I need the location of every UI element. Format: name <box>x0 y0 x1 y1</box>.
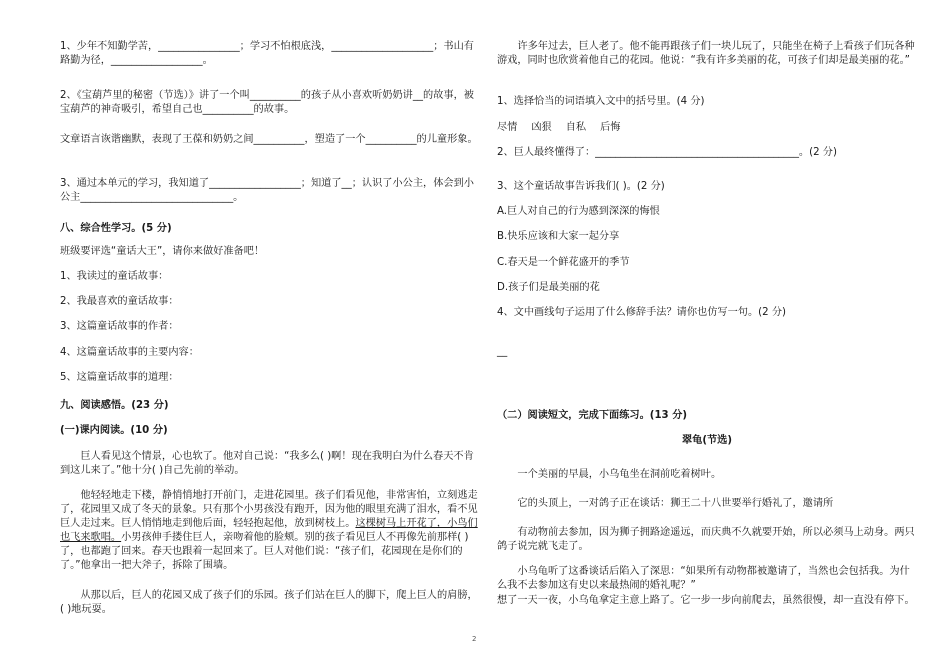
reading-question-3: 3、这个童话故事告诉我们( )。(2 分) <box>497 181 665 192</box>
reading-paragraph-4: 许多年过去，巨人老了。他不能再跟孩子们一块儿玩了，只能坐在椅子上看孩子们玩各种游戏，同时也欣赏着他自己的花园。他说：“我有许多美丽的花，可孩子们却是最美丽的花。” <box>497 41 915 66</box>
story-paragraph-4: 小乌龟听了这番谈话后陷入了深思：“如果所有动物都被邀请了，当然也会包括我。为什么我不去参加这有史以来最热闹的婚礼呢？” <box>497 566 910 591</box>
subsection-1-title: (一)课内阅读。(10 分) <box>60 425 168 436</box>
section-8-item-5: 5、这篇童话故事的道理： <box>60 372 179 383</box>
section-8-item-3: 3、这篇童话故事的作者： <box>60 321 179 332</box>
story-title: 翠龟(节选) <box>681 435 733 446</box>
page-number: 2 <box>472 635 477 643</box>
paragraph-2-text-b: 小男孩伸手搂住巨人，亲吻着他的脸颊。别的孩子看见巨人不再像先前那样( )了，也都跑了回来。春天也跟着一起回来了。巨人对他们说：“孩子们，花园现在是你们的了。”他拿出一把大斧子，拆除了围墙。 <box>60 532 469 571</box>
story-paragraph-1: 一个美丽的早晨，小乌龟坐在洞前吃着树叶。 <box>517 469 722 480</box>
reading-paragraph-1: 巨人看见这个情景，心也软了。他对自己说：“我多么( )啊！现在我明白为什么春天不肯到这儿来了。”他十分( )自己先前的举动。 <box>60 451 474 476</box>
word-option: 凶狠 <box>531 122 552 133</box>
subsection-2-title: （二）阅读短文，完成下面练习。(13 分) <box>497 410 688 421</box>
story-paragraph-3: 有动物前去参加，因为狮子拥路途遥远，而庆典不久就要开始，所以必须马上动身。两只鸽子说完就飞走了。 <box>497 527 915 552</box>
word-options <box>497 121 917 135</box>
word-option: 自私 <box>565 122 587 133</box>
underlined-sentence: 这棵树马上开花了，小鸟们也飞来歌唱。 <box>60 518 478 543</box>
word-option: 后悔 <box>600 122 621 133</box>
fill-question-1: 1、少年不知勤学苦，________________；学习不怕根底浅，____________________；书山有路勤为径，__________________。 <box>60 41 474 66</box>
section-8-title: 八、综合性学习。(5 分) <box>60 223 172 234</box>
section-8-item-1: 1、我读过的童话故事： <box>60 271 169 282</box>
fill-question-2: 2、《宝葫芦里的秘密（节选）》讲了一个叫__________的孩子从小喜欢听奶奶讲__的故事，被宝葫芦的神奇吸引，希望自己也__________的故事。 <box>60 90 474 115</box>
reading-question-1: 1、选择恰当的词语填入文中的括号里。(4 分) <box>497 96 705 107</box>
story-paragraph-2: 它的头顶上，一对鸽子正在谈话：狮王二十八世要举行婚礼了，邀请所 <box>517 498 834 509</box>
choice-option-c: C.春天是一个鲜花盛开的季节 <box>497 257 630 268</box>
fill-question-3: 3、通过本单元的学习，我知道了__________________；知道了__；认识了小公主，体会到小公主______________________________。 <box>60 178 474 203</box>
answer-line: __ <box>497 346 508 357</box>
section-9-title: 九、阅读感悟。(23 分) <box>60 400 169 411</box>
choice-option-b: B.快乐应该和大家一起分享 <box>497 231 620 242</box>
story-paragraph-5: 想了一天一夜，小乌龟拿定主意上路了。它一步一步向前爬去，虽然很慢，却一直没有停下。 <box>497 595 915 606</box>
section-8-item-2: 2、我最喜欢的童话故事： <box>60 296 179 307</box>
fill-question-2-continued: 文章语言诙谐幽默，表现了王葆和奶奶之间__________，塑造了一个__________的儿童形象。 <box>60 134 478 145</box>
reading-question-2: 2、巨人最终懂得了：________________________________________。(2 分) <box>497 147 837 158</box>
paragraph-2-text-a: 他轻轻地走下楼，静悄悄地打开前门，走进花园里。孩子们看见他，非常害怕，立刻逃走了，花园里又成了冬天的景象。只有那个小男孩没有跑开，因为他的眼里充满了泪水，看不见巨人走过来。巨人悄悄地走到他后面，轻轻抱起他，放到树枝上。 <box>60 490 478 529</box>
reading-question-4: 4、文中画线句子运用了什么修辞手法？请你也仿写一句。(2 分) <box>497 307 787 318</box>
reading-paragraph-3: 从那以后，巨人的花园又成了孩子们的乐园。孩子们站在巨人的脚下，爬上巨人的肩膀，( )地玩耍。 <box>60 590 478 615</box>
choice-option-d: D.孩子们是最美丽的花 <box>497 282 600 293</box>
section-8-intro: 班级要评选“童话大王”，请你来做好准备吧！ <box>60 246 265 257</box>
reading-paragraph-2 <box>60 489 480 573</box>
section-8-item-4: 4、这篇童话故事的主要内容： <box>60 347 199 358</box>
word-option: 尽情 <box>497 122 518 133</box>
choice-option-a: A.巨人对自己的行为感到深深的悔恨 <box>497 206 660 217</box>
